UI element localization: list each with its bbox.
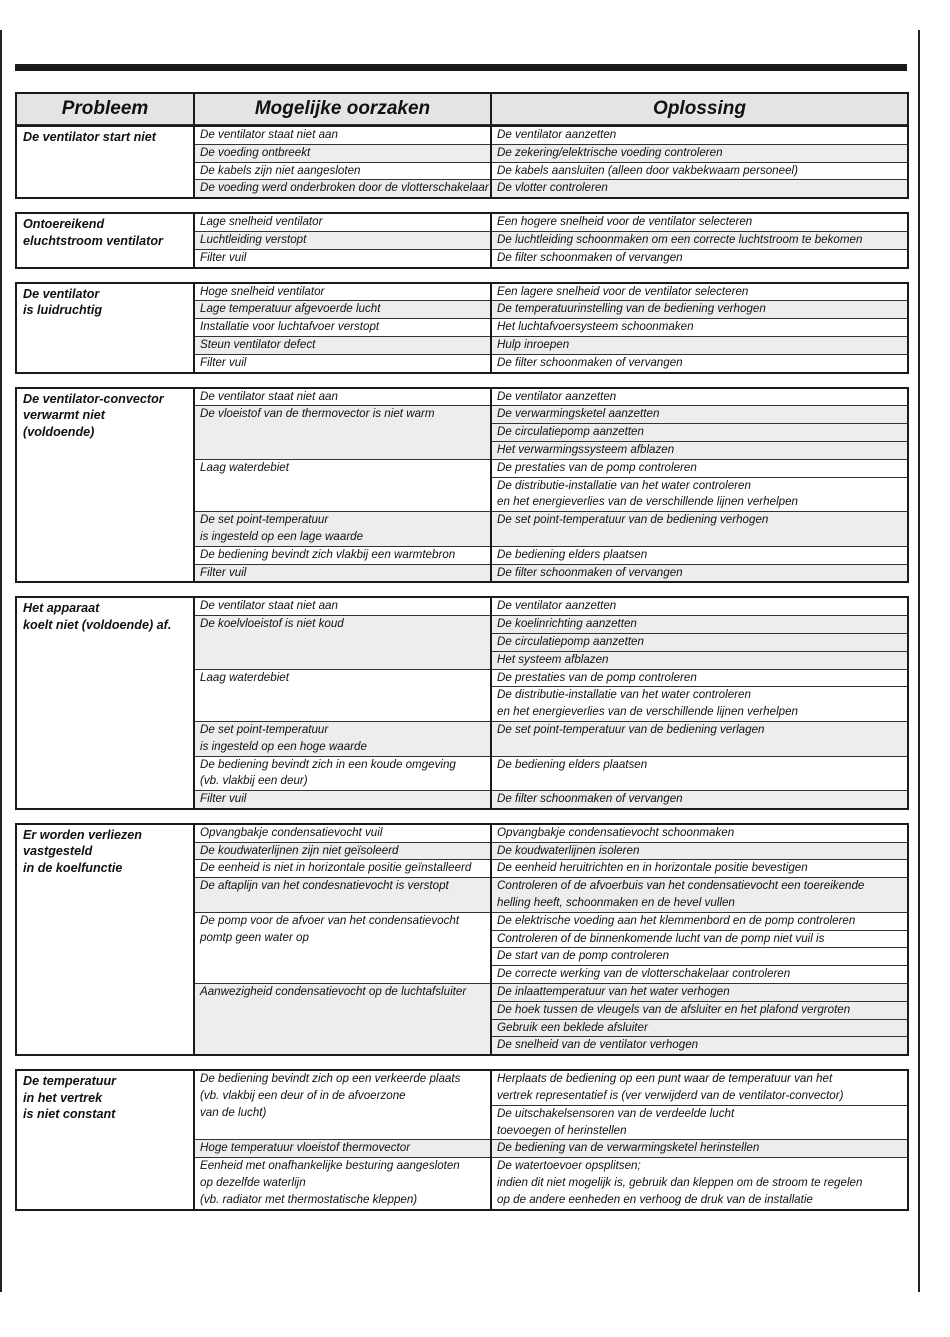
text-line: Filter vuil bbox=[200, 565, 247, 579]
text-line: is ingesteld op een hoge waarde bbox=[200, 739, 367, 753]
text-line: Opvangbakje condensatievocht schoonmaken bbox=[497, 825, 735, 839]
text-line: De koelinrichting aanzetten bbox=[497, 617, 637, 631]
text-line: De ventilator bbox=[23, 286, 100, 301]
text-line: in het vertrek bbox=[23, 1090, 103, 1105]
text-line: De ventilator aanzetten bbox=[497, 599, 617, 613]
cause-cell bbox=[194, 249, 491, 267]
solution-cell bbox=[491, 336, 908, 354]
text-line: De bediening bevindt zich vlakbij een warmtebron bbox=[200, 547, 456, 561]
cause-cell bbox=[194, 162, 491, 180]
table-header bbox=[15, 92, 909, 125]
text-line: pomtp geen water op bbox=[200, 930, 309, 944]
text-line: Steun ventilator defect bbox=[200, 337, 316, 351]
section-table bbox=[15, 125, 909, 199]
text-line: De ventilator staat niet aan bbox=[200, 389, 338, 403]
cause-cell bbox=[194, 388, 491, 406]
solution-cell bbox=[491, 651, 908, 669]
problem-cell bbox=[16, 283, 194, 373]
text-line: helling heeft, schoonmaken en de hevel vullen bbox=[497, 896, 735, 910]
cause-cell bbox=[194, 597, 491, 615]
cause-cell bbox=[194, 1158, 491, 1210]
text-line: De bediening elders plaatsen bbox=[497, 757, 648, 771]
solution-cell bbox=[491, 930, 908, 948]
text-line: De koelvloeistof is niet koud bbox=[200, 617, 344, 631]
cause-cell bbox=[194, 319, 491, 337]
problem-cell bbox=[16, 388, 194, 583]
text-line: De distributie-installatie van het water controleren bbox=[497, 478, 751, 492]
text-line: Hulp inroepen bbox=[497, 337, 570, 351]
text-line: De pomp voor de afvoer van het condensatievocht bbox=[200, 913, 460, 927]
text-line: in de koelfunctie bbox=[23, 861, 123, 876]
text-line: eluchtstroom ventilator bbox=[23, 233, 163, 248]
text-line: Laag waterdebiet bbox=[200, 460, 289, 474]
problem-cell bbox=[16, 1070, 194, 1209]
text-line: vertrek representatief is (ver verwijderd van de ventilator-convector) bbox=[497, 1089, 844, 1103]
solution-cell bbox=[491, 126, 908, 144]
text-line: Aanwezigheid condensatievocht op de luchtafsluiter bbox=[200, 985, 467, 999]
solution-cell bbox=[491, 860, 908, 878]
solution-cell bbox=[491, 512, 908, 547]
solution-cell bbox=[491, 756, 908, 791]
table-row bbox=[16, 126, 908, 144]
cause-cell bbox=[194, 144, 491, 162]
text-line: Hoge temperatuur vloeistof thermovector bbox=[200, 1141, 411, 1155]
text-line: De voeding werd onderbroken door de vlotterschakelaar bbox=[200, 181, 489, 195]
text-line: en het energieverlies van de verschillende lijnen verhelpen bbox=[497, 705, 798, 719]
page-border-right bbox=[918, 30, 920, 1292]
text-line: Installatie voor luchtafvoer verstopt bbox=[200, 320, 380, 334]
text-line: De ventilator-convector bbox=[23, 391, 164, 406]
solution-cell bbox=[491, 249, 908, 267]
text-line: De luchtleiding schoonmaken om een correcte luchtstroom te bekomen bbox=[497, 232, 863, 246]
solution-cell bbox=[491, 283, 908, 301]
text-line: op de andere eenheden en verhoog de druk van de installatie bbox=[497, 1192, 813, 1206]
text-line: De uitschakelsensoren van de verdeelde lucht bbox=[497, 1106, 735, 1120]
text-line: Het systeem afblazen bbox=[497, 652, 609, 666]
solution-cell bbox=[491, 388, 908, 406]
solution-cell bbox=[491, 1140, 908, 1158]
cause-cell bbox=[194, 984, 491, 1056]
text-line: De elektrische voeding aan het klemmenbord en de pomp controleren bbox=[497, 913, 856, 927]
text-line: De kabels zijn niet aangesloten bbox=[200, 163, 361, 177]
cause-cell bbox=[194, 842, 491, 860]
text-line: Eenheid met onafhankelijke besturing aangesloten bbox=[200, 1159, 460, 1173]
text-line: De watertoevoer opsplitsen; bbox=[497, 1159, 641, 1173]
solution-cell bbox=[491, 616, 908, 634]
cause-cell bbox=[194, 1070, 491, 1140]
text-line: op dezelfde waterlijn bbox=[200, 1176, 306, 1190]
text-line: Opvangbakje condensatievocht vuil bbox=[200, 825, 383, 839]
text-line: Laag waterdebiet bbox=[200, 670, 289, 684]
solution-cell bbox=[491, 319, 908, 337]
solution-cell bbox=[491, 948, 908, 966]
solution-cell bbox=[491, 354, 908, 372]
text-line: De filter schoonmaken of vervangen bbox=[497, 250, 683, 264]
text-line: vastgesteld bbox=[23, 844, 93, 859]
text-line: Lage temperatuur afgevoerde lucht bbox=[200, 302, 381, 316]
text-line: De inlaattemperatuur van het water verhogen bbox=[497, 985, 730, 999]
text-line: Gebruik een beklede afsluiter bbox=[497, 1020, 648, 1034]
cause-cell bbox=[194, 791, 491, 809]
text-line: is niet constant bbox=[23, 1107, 116, 1122]
cause-cell bbox=[194, 126, 491, 144]
table-row bbox=[16, 1070, 908, 1105]
text-line: De filter schoonmaken of vervangen bbox=[497, 792, 683, 806]
text-line: De correcte werking van de vlotterschakelaar controleren bbox=[497, 967, 791, 981]
solution-cell bbox=[491, 966, 908, 984]
header-problem: Probleem bbox=[16, 93, 194, 125]
text-line: De ventilator aanzetten bbox=[497, 389, 617, 403]
table-row bbox=[16, 824, 908, 842]
text-line: De kabels aansluiten (alleen door vakbekwaam personeel) bbox=[497, 163, 798, 177]
text-line: verwarmt niet bbox=[23, 408, 105, 423]
text-line: De aftaplijn van het condesnatievocht is verstopt bbox=[200, 879, 449, 893]
solution-cell bbox=[491, 477, 908, 512]
cause-cell bbox=[194, 354, 491, 372]
text-line: Luchtleiding verstopt bbox=[200, 232, 307, 246]
text-line: Controleren of de binnenkomende lucht van de pomp niet vuil is bbox=[497, 931, 825, 945]
text-line: De ventilator staat niet aan bbox=[200, 599, 338, 613]
solution-cell bbox=[491, 791, 908, 809]
cause-cell bbox=[194, 878, 491, 913]
solution-cell bbox=[491, 669, 908, 687]
solution-cell bbox=[491, 1037, 908, 1055]
cause-cell bbox=[194, 912, 491, 983]
text-line: De prestaties van de pomp controleren bbox=[497, 460, 697, 474]
text-line: Filter vuil bbox=[200, 792, 247, 806]
cause-cell bbox=[194, 512, 491, 547]
text-line: De bediening bevindt zich in een koude omgeving bbox=[200, 757, 456, 771]
text-line: De prestaties van de pomp controleren bbox=[497, 670, 697, 684]
table-row bbox=[16, 597, 908, 615]
cause-cell bbox=[194, 616, 491, 669]
section-table bbox=[15, 282, 909, 374]
cause-cell bbox=[194, 669, 491, 721]
solution-cell bbox=[491, 213, 908, 231]
cause-cell bbox=[194, 824, 491, 842]
cause-cell bbox=[194, 756, 491, 791]
section-table bbox=[15, 596, 909, 810]
text-line: Hoge snelheid ventilator bbox=[200, 284, 325, 298]
text-line: De zekering/elektrische voeding controleren bbox=[497, 145, 723, 159]
solution-cell bbox=[491, 1019, 908, 1037]
text-line: De bediening elders plaatsen bbox=[497, 547, 648, 561]
cause-cell bbox=[194, 459, 491, 511]
problem-cell bbox=[16, 824, 194, 1055]
text-line: De vlotter controleren bbox=[497, 181, 608, 195]
text-line: toevoegen of herinstellen bbox=[497, 1123, 627, 1137]
cause-cell bbox=[194, 860, 491, 878]
text-line: koelt niet (voldoende) af. bbox=[23, 617, 172, 632]
text-line: (vb. vlakbij een deur of in de afvoerzone bbox=[200, 1089, 406, 1103]
solution-cell bbox=[491, 633, 908, 651]
solution-cell bbox=[491, 424, 908, 442]
text-line: Het verwarmingssysteem afblazen bbox=[497, 442, 675, 456]
cause-cell bbox=[194, 213, 491, 231]
problem-cell bbox=[16, 597, 194, 809]
text-line: De circulatiepomp aanzetten bbox=[497, 425, 644, 439]
table-row bbox=[16, 283, 908, 301]
text-line: is luidruchtig bbox=[23, 303, 103, 318]
text-line: De verwarmingsketel aanzetten bbox=[497, 407, 660, 421]
text-line: De eenheid heruitrichten en in horizontale positie bevestigen bbox=[497, 861, 808, 875]
section-table bbox=[15, 1069, 909, 1210]
cause-cell bbox=[194, 336, 491, 354]
text-line: De koudwaterlijnen isoleren bbox=[497, 843, 640, 857]
table-row bbox=[16, 388, 908, 406]
solution-cell bbox=[491, 824, 908, 842]
text-line: De eenheid is niet in horizontale positie geïnstalleerd bbox=[200, 861, 472, 875]
table-row bbox=[16, 213, 908, 231]
text-line: De set point-temperatuur van de bediening verhogen bbox=[497, 513, 769, 527]
text-line: De bediening van de verwarmingsketel herinstellen bbox=[497, 1141, 760, 1155]
section-table bbox=[15, 212, 909, 268]
text-line: De set point-temperatuur bbox=[200, 722, 329, 736]
text-line: Er worden verliezen bbox=[23, 827, 142, 842]
cause-cell bbox=[194, 231, 491, 249]
solution-cell bbox=[491, 162, 908, 180]
text-line: De temperatuur bbox=[23, 1074, 117, 1089]
text-line: Een lagere snelheid voor de ventilator selecteren bbox=[497, 284, 749, 298]
page-border-left bbox=[0, 30, 2, 1292]
text-line: indien dit niet mogelijk is, gebruik dan kleppen om de stroom te regelen bbox=[497, 1176, 863, 1190]
cause-cell bbox=[194, 301, 491, 319]
problem-cell bbox=[16, 126, 194, 198]
cause-cell bbox=[194, 406, 491, 459]
solution-cell bbox=[491, 878, 908, 913]
text-line: De filter schoonmaken of vervangen bbox=[497, 355, 683, 369]
solution-cell bbox=[491, 144, 908, 162]
solution-cell bbox=[491, 459, 908, 477]
text-line: (vb. radiator met thermostatische kleppen) bbox=[200, 1192, 418, 1206]
solution-cell bbox=[491, 564, 908, 582]
text-line: (vb. vlakbij een deur) bbox=[200, 774, 308, 788]
problem-cell bbox=[16, 213, 194, 267]
header-solution: Oplossing bbox=[491, 93, 908, 125]
text-line: en het energieverlies van de verschillende lijnen verhelpen bbox=[497, 495, 798, 509]
section-table bbox=[15, 823, 909, 1056]
cause-cell bbox=[194, 283, 491, 301]
solution-cell bbox=[491, 597, 908, 615]
text-line: De set point-temperatuur van de bediening verlagen bbox=[497, 722, 765, 736]
solution-cell bbox=[491, 1070, 908, 1105]
text-line: Filter vuil bbox=[200, 250, 247, 264]
header-causes: Mogelijke oorzaken bbox=[194, 93, 491, 125]
solution-cell bbox=[491, 546, 908, 564]
solution-cell bbox=[491, 441, 908, 459]
text-line: Herplaats de bediening op een punt waar de temperatuur van het bbox=[497, 1072, 833, 1086]
solution-cell bbox=[491, 180, 908, 198]
text-line: De snelheid van de ventilator verhogen bbox=[497, 1038, 699, 1052]
cause-cell bbox=[194, 546, 491, 564]
text-line: De ventilator staat niet aan bbox=[200, 128, 338, 141]
solution-cell bbox=[491, 1001, 908, 1019]
text-line: De voeding ontbreekt bbox=[200, 145, 311, 159]
text-line: Controleren of de afvoerbuis van het condensatievocht een toereikende bbox=[497, 879, 865, 893]
solution-cell bbox=[491, 1105, 908, 1140]
solution-cell bbox=[491, 301, 908, 319]
solution-cell bbox=[491, 406, 908, 424]
text-line: De ventilator aanzetten bbox=[497, 128, 617, 141]
text-line: De koudwaterlijnen zijn niet geïsoleerd bbox=[200, 843, 399, 857]
text-line: Een hogere snelheid voor de ventilator selecteren bbox=[497, 215, 753, 229]
text-line: De start van de pomp controleren bbox=[497, 949, 670, 963]
sections-container bbox=[15, 125, 907, 1211]
text-line: Ontoereikend bbox=[23, 217, 105, 232]
text-line: (voldoende) bbox=[23, 424, 95, 439]
text-line: De distributie-installatie van het water controleren bbox=[497, 688, 751, 702]
solution-cell bbox=[491, 231, 908, 249]
header-rule bbox=[15, 64, 907, 71]
solution-cell bbox=[491, 984, 908, 1002]
cause-cell bbox=[194, 721, 491, 756]
solution-cell bbox=[491, 721, 908, 756]
cause-cell bbox=[194, 564, 491, 582]
section-table bbox=[15, 387, 909, 584]
text-line: van de lucht) bbox=[200, 1105, 267, 1119]
troubleshooting-tables bbox=[15, 92, 907, 1224]
text-line: is ingesteld op een lage waarde bbox=[200, 529, 364, 543]
text-line: Filter vuil bbox=[200, 355, 247, 369]
text-line: Het apparaat bbox=[23, 601, 100, 616]
text-line: De temperatuurinstelling van de bediening verhogen bbox=[497, 302, 766, 316]
text-line: De ventilator start niet bbox=[23, 130, 156, 144]
cause-cell bbox=[194, 1140, 491, 1158]
solution-cell bbox=[491, 687, 908, 722]
text-line: De bediening bevindt zich op een verkeerde plaats bbox=[200, 1072, 461, 1086]
solution-cell bbox=[491, 842, 908, 860]
solution-cell bbox=[491, 912, 908, 930]
text-line: De filter schoonmaken of vervangen bbox=[497, 565, 683, 579]
text-line: De circulatiepomp aanzetten bbox=[497, 634, 644, 648]
solution-cell bbox=[491, 1158, 908, 1210]
text-line: Het luchtafvoersysteem schoonmaken bbox=[497, 320, 694, 334]
text-line: De hoek tussen de vleugels van de afsluiter en het plafond vergroten bbox=[497, 1002, 851, 1016]
cause-cell bbox=[194, 180, 491, 198]
text-line: De vloeistof van de thermovector is niet warm bbox=[200, 407, 435, 421]
text-line: Lage snelheid ventilator bbox=[200, 215, 323, 229]
text-line: De set point-temperatuur bbox=[200, 513, 329, 527]
